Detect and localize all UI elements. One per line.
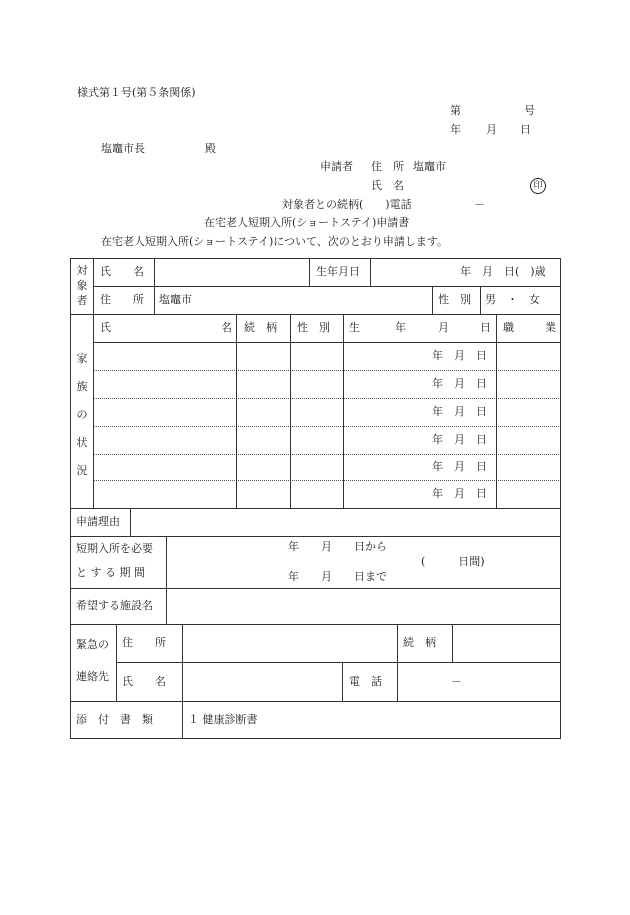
family-header-job-a: 職: [503, 321, 514, 334]
period-days: ( 日間): [421, 555, 485, 568]
seal-mark: 印: [530, 178, 546, 194]
subject-name-label: 氏 名: [100, 265, 144, 278]
applicant-address-value: 塩竈市: [413, 160, 446, 173]
attachments-label: 添 付 書 類: [76, 713, 153, 726]
attachments-item: １ 健康診断書: [188, 713, 258, 726]
family-row-5-date: 年 月 日: [432, 460, 487, 473]
reason-field[interactable]: [134, 511, 556, 533]
sex-options[interactable]: 男 ・ 女: [485, 293, 540, 306]
family-header-birth-b: 年: [395, 321, 406, 334]
emergency-address-label: 住 所: [122, 636, 166, 649]
facility-label: 希望する施設名: [76, 599, 153, 612]
subject-name-field[interactable]: [158, 260, 306, 284]
subject-address-label: 住 所: [100, 293, 144, 306]
sex-label: 性 別: [438, 293, 471, 306]
applicant-name-label: 氏 名: [371, 179, 404, 192]
family-header-relation: 続 柄: [244, 321, 277, 334]
date-year: 年: [450, 123, 461, 136]
doc-no-suffix: 号: [524, 104, 535, 117]
reason-label: 申請理由: [76, 515, 120, 528]
birth-format: 年 月 日( )歳: [460, 265, 546, 278]
family-side-label: 家 族 の 状 況: [76, 352, 88, 477]
family-row-4-date: 年 月 日: [432, 433, 487, 446]
family-header-birth-a: 生: [349, 321, 360, 334]
period-label-line2: と す る 期 間: [76, 566, 145, 579]
relationship-phone-label: 対象者との続柄( )電話: [282, 198, 412, 211]
emergency-phone-label: 電 話: [349, 675, 382, 688]
family-header-name-a: 氏: [100, 321, 111, 334]
family-row-2-date: 年 月 日: [432, 377, 487, 390]
facility-field[interactable]: [170, 592, 556, 620]
applicant-address-label: 住 所: [371, 160, 404, 173]
family-header-birth-c: 月: [438, 321, 449, 334]
family-header-name-b: 名: [221, 321, 232, 334]
application-table: [70, 258, 561, 739]
emergency-phone-dash: －: [451, 675, 462, 688]
honorific: 殿: [205, 142, 216, 155]
birth-label: 生年月日: [316, 265, 360, 278]
emergency-relation-label: 続 柄: [403, 636, 436, 649]
form-number: 様式第１号(第５条関係): [77, 86, 196, 99]
doc-no-prefix: 第: [450, 104, 461, 117]
family-row-6-date: 年 月 日: [432, 487, 487, 500]
emergency-label-line2: 連絡先: [76, 670, 109, 683]
emergency-label-line1: 緊急の: [76, 638, 109, 651]
date-day: 日: [520, 123, 531, 136]
period-from: 年 月 日から: [288, 540, 387, 553]
subject-address-value: 塩竈市: [159, 293, 192, 306]
period-label-line1: 短期入所を必要: [76, 542, 153, 555]
applicant-label: 申請者: [320, 160, 353, 173]
emergency-name-label: 氏 名: [122, 675, 166, 688]
family-header-job-b: 業: [545, 321, 556, 334]
family-row-3-date: 年 月 日: [432, 405, 487, 418]
date-month: 月: [486, 123, 497, 136]
applicant-phone-dash: －: [474, 198, 485, 211]
family-header-birth-d: 日: [480, 321, 491, 334]
intro-text: 在宅老人短期入所(ショートステイ)について、次のとおり申請します。: [101, 235, 448, 248]
family-row-1-date: 年 月 日: [432, 349, 487, 362]
subject-side-label: 対 象 者: [76, 264, 88, 307]
period-to: 年 月 日まで: [288, 570, 387, 583]
document-title: 在宅老人短期入所(ショートステイ)申請書: [204, 216, 410, 229]
family-header-sex: 性 別: [297, 321, 330, 334]
addressee: 塩竈市長: [101, 142, 145, 155]
